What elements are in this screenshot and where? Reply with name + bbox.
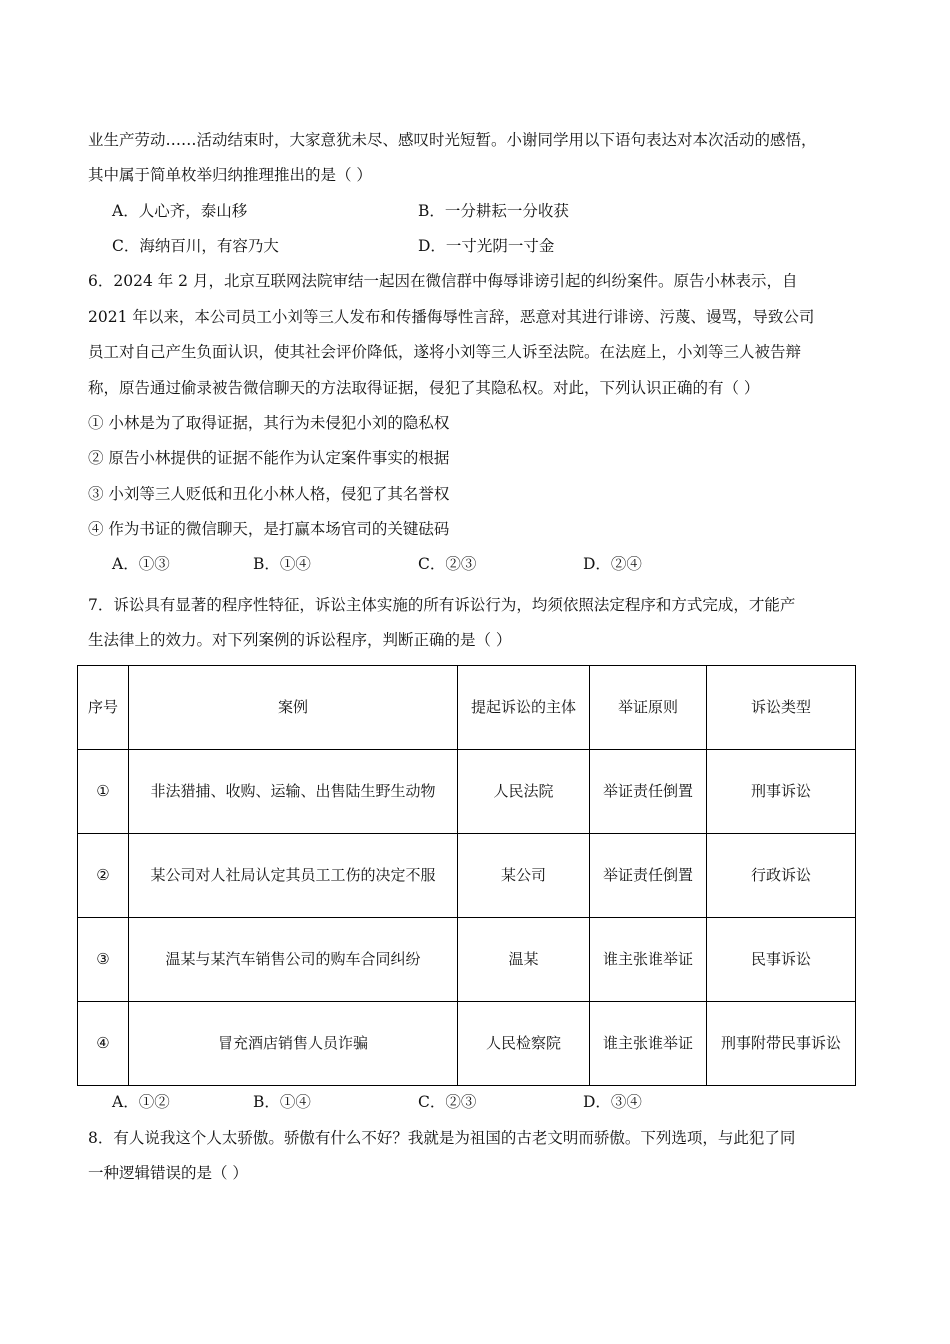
q5-option-d[interactable]: D．一寸光阴一寸金: [418, 237, 555, 255]
cell-litigation-type: 行政诉讼: [707, 834, 856, 918]
q7-case-table: [77, 665, 856, 1086]
cell-plaintiff: 某公司: [458, 834, 590, 918]
q5-option-b[interactable]: B．一分耕耘一分收获: [418, 202, 569, 220]
cell-litigation-type: 民事诉讼: [707, 918, 856, 1002]
cell-index: ④: [78, 1002, 129, 1086]
header-plaintiff: 提起诉讼的主体: [458, 666, 590, 750]
header-case: 案例: [129, 666, 458, 750]
q8-stem-line-1: 8．有人说我这个人太骄傲。骄傲有什么不好？我就是为祖国的古老文明而骄傲。下列选项，与此犯了同: [88, 1129, 796, 1147]
q6-statement-4: ④ 作为书证的微信聊天，是打赢本场官司的关键砝码: [88, 520, 450, 538]
q6-stem-line-4: 称，原告通过偷录被告微信聊天的方法取得证据，侵犯了其隐私权。对此，下列认识正确的有（ ）: [88, 379, 760, 397]
header-litigation-type: 诉讼类型: [707, 666, 856, 750]
cell-case: 冒充酒店销售人员诈骗: [129, 1002, 458, 1086]
cell-plaintiff: 人民检察院: [458, 1002, 590, 1086]
cell-evidence-principle: 举证责任倒置: [590, 834, 707, 918]
cell-plaintiff: 人民法院: [458, 750, 590, 834]
header-evidence-principle: 举证原则: [590, 666, 707, 750]
table-row: [78, 1002, 856, 1086]
q6-stem-line-2: 2021 年以来，本公司员工小刘等三人发布和传播侮辱性言辞，恶意对其进行诽谤、污蔑、谩骂，导致公司: [88, 308, 815, 326]
q7-stem-line-1: 7．诉讼具有显著的程序性特征，诉讼主体实施的所有诉讼行为，均须依照法定程序和方式完成，才能产: [88, 596, 796, 614]
q7-option-c[interactable]: C．②③: [418, 1093, 477, 1111]
table-header-row: [78, 666, 856, 750]
q6-statement-2: ② 原告小林提供的证据不能作为认定案件事实的根据: [88, 449, 450, 467]
q6-stem-line-1: 6．2024 年 2 月，北京互联网法院审结一起因在微信群中侮辱诽谤引起的纠纷案件。原告小林表示，自: [88, 272, 798, 290]
cell-evidence-principle: 谁主张谁举证: [590, 1002, 707, 1086]
q7-option-d[interactable]: D．③④: [583, 1093, 642, 1111]
q6-option-b[interactable]: B．①④: [253, 555, 311, 573]
q6-option-d[interactable]: D．②④: [583, 555, 642, 573]
q6-option-c[interactable]: C．②③: [418, 555, 477, 573]
cell-case: 非法猎捕、收购、运输、出售陆生野生动物: [129, 750, 458, 834]
table-row: [78, 750, 856, 834]
q5-stem-line-1: 业生产劳动……活动结束时，大家意犹未尽、感叹时光短暂。小谢同学用以下语句表达对本次活动的感悟，: [88, 131, 817, 149]
cell-litigation-type: 刑事附带民事诉讼: [707, 1002, 856, 1086]
cell-case: 温某与某汽车销售公司的购车合同纠纷: [129, 918, 458, 1002]
q5-option-a[interactable]: A．人心齐，泰山移: [112, 202, 248, 220]
header-index: 序号: [78, 666, 129, 750]
cell-evidence-principle: 谁主张谁举证: [590, 918, 707, 1002]
q5-option-c[interactable]: C．海纳百川，有容乃大: [112, 237, 279, 255]
q6-statement-1: ① 小林是为了取得证据，其行为未侵犯小刘的隐私权: [88, 414, 450, 432]
cell-case: 某公司对人社局认定其员工工伤的决定不服: [129, 834, 458, 918]
q7-option-b[interactable]: B．①④: [253, 1093, 311, 1111]
table-row: [78, 918, 856, 1002]
table-row: [78, 834, 856, 918]
cell-litigation-type: 刑事诉讼: [707, 750, 856, 834]
cell-index: ③: [78, 918, 129, 1002]
q5-stem-line-2: 其中属于简单枚举归纳推理推出的是（ ）: [88, 166, 372, 184]
cell-index: ②: [78, 834, 129, 918]
q6-option-a[interactable]: A．①③: [112, 555, 170, 573]
cell-index: ①: [78, 750, 129, 834]
q7-stem-line-2: 生法律上的效力。对下列案例的诉讼程序，判断正确的是（ ）: [88, 631, 512, 649]
q7-option-a[interactable]: A．①②: [112, 1093, 170, 1111]
cell-evidence-principle: 举证责任倒置: [590, 750, 707, 834]
q6-statement-3: ③ 小刘等三人贬低和丑化小林人格，侵犯了其名誉权: [88, 485, 450, 503]
cell-plaintiff: 温某: [458, 918, 590, 1002]
q8-stem-line-2: 一种逻辑错误的是（ ）: [88, 1164, 248, 1182]
q6-stem-line-3: 员工对自己产生负面认识，使其社会评价降低，遂将小刘等三人诉至法院。在法庭上，小刘等三人被告辩: [88, 343, 802, 361]
